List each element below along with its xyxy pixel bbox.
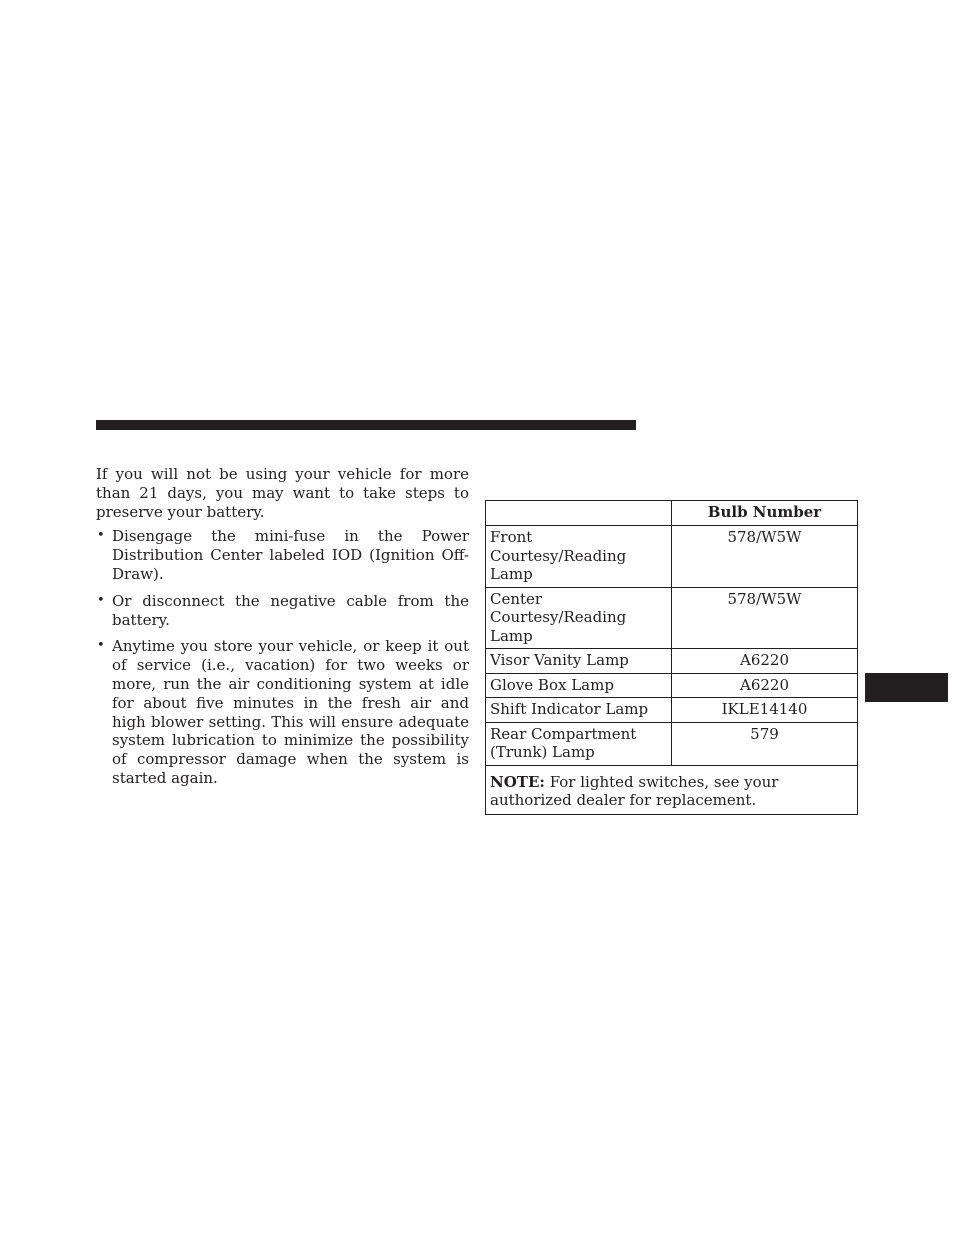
bulb-number: A6220 <box>672 673 858 698</box>
bulb-number: IKLE14140 <box>672 698 858 723</box>
storage-intro-paragraph: If you will not be using your vehicle for more than 21 days, you may want to take steps to preserve your battery. <box>96 465 469 521</box>
note-cell <box>486 765 858 814</box>
table-row <box>486 587 858 649</box>
bulb-table <box>485 500 858 815</box>
header-lamp <box>486 501 672 526</box>
bullet-icon: • <box>97 528 105 544</box>
battery-storage-section <box>96 465 469 796</box>
table-row <box>486 673 858 698</box>
table-header-row <box>486 501 858 526</box>
lamp-name: Shift Indicator Lamp <box>486 698 672 723</box>
bulb-number: 579 <box>672 722 858 765</box>
storage-step-item <box>96 527 469 583</box>
storage-step-item <box>96 637 469 787</box>
header-bulb-number: Bulb Number <box>672 501 858 526</box>
lamp-name: Visor Vanity Lamp <box>486 649 672 674</box>
table-row <box>486 698 858 723</box>
bulb-number: 578/W5W <box>672 587 858 649</box>
note-label: NOTE: <box>490 772 545 791</box>
storage-step-text: Disengage the mini-fuse in the Power Distribution Center labeled IOD (Ignition Off-Draw). <box>112 527 469 583</box>
bullet-icon: • <box>97 638 105 654</box>
storage-steps-list <box>96 527 469 787</box>
storage-step-item <box>96 592 469 630</box>
note-row <box>486 765 858 814</box>
lamp-name: Front Courtesy/Reading Lamp <box>486 526 672 588</box>
table-row <box>486 526 858 588</box>
chapter-tab <box>865 673 948 702</box>
lamp-name: Glove Box Lamp <box>486 673 672 698</box>
bulb-number: 578/W5W <box>672 526 858 588</box>
table-row <box>486 722 858 765</box>
lamp-name: Center Courtesy/Reading Lamp <box>486 587 672 649</box>
storage-step-text: Or disconnect the negative cable from the battery. <box>112 591 469 629</box>
bullet-icon: • <box>97 592 105 608</box>
section-header-rule <box>96 420 636 430</box>
table-row <box>486 649 858 674</box>
note-text: For lighted switches, see your authorized dealer for replacement. <box>490 772 779 809</box>
storage-step-text: Anytime you store your vehicle, or keep it out of service (i.e., vacation) for two weeks or more, run the air conditioning system at idle for about five minutes in the fresh air and high blower setting. This will ensure adequate system lubrication to minimize the possibility of compressor damage when the system is started again. <box>112 637 469 787</box>
bulb-number: A6220 <box>672 649 858 674</box>
lamp-name: Rear Compartment (Trunk) Lamp <box>486 722 672 765</box>
